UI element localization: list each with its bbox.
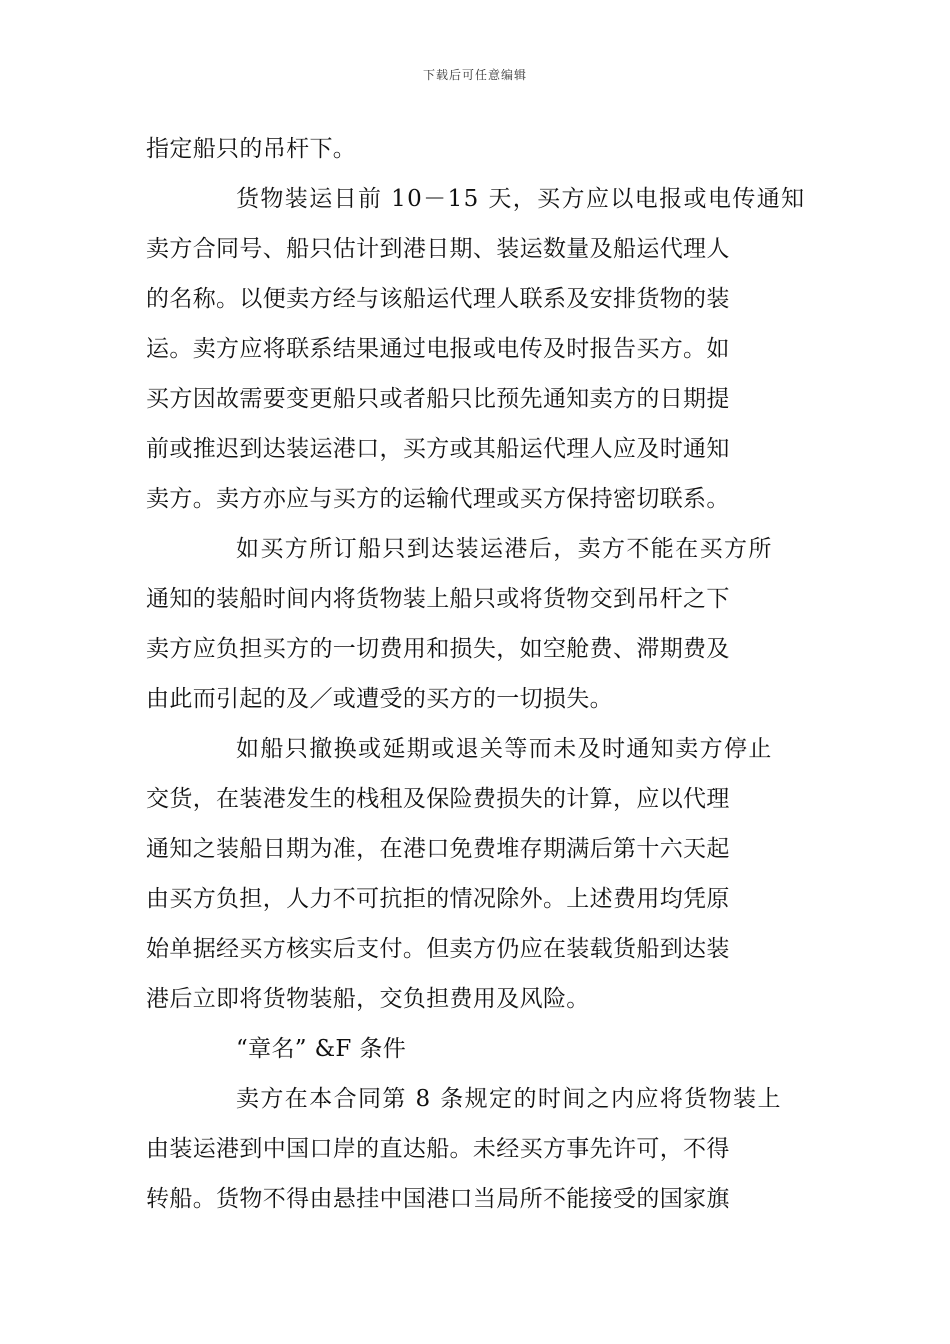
text-line: 通知的装船时间内将货物装上船只或将货物交到吊杆之下: [146, 586, 730, 612]
text-line: 转船。货物不得由悬挂中国港口当局所不能接受的国家旗: [146, 1186, 730, 1212]
text-line: 的名称。以便卖方经与该船运代理人联系及安排货物的装: [146, 286, 730, 312]
text-line: 交货，在装港发生的栈租及保险费损失的计算，应以代理: [146, 786, 730, 812]
text-line: 由装运港到中国口岸的直达船。未经买方事先许可，不得: [146, 1136, 730, 1162]
text-line: 通知之装船日期为准，在港口免费堆存期满后第十六天起: [146, 836, 730, 862]
text-line: 卖方合同号、船只估计到港日期、装运数量及船运代理人: [146, 236, 730, 262]
document-body: [146, 124, 810, 1224]
text-line: 如船只撤换或延期或退关等而未及时通知卖方停止: [236, 736, 773, 762]
text-line: 运。卖方应将联系结果通过电报或电传及时报告买方。如: [146, 336, 730, 362]
text-line: 如买方所订船只到达装运港后，卖方不能在买方所: [236, 536, 773, 562]
page-header-note: 下载后可任意编辑: [422, 68, 527, 82]
text-line: 由此而引起的及／或遭受的买方的一切损失。: [146, 686, 613, 712]
text-line: 卖方在本合同第 8 条规定的时间之内应将货物装上: [236, 1086, 782, 1112]
text-line: 卖方。卖方亦应与买方的运输代理或买方保持密切联系。: [146, 486, 730, 512]
text-line: 货物装运日前 10－15 天，买方应以电报或电传通知: [236, 186, 806, 212]
text-line: 指定船只的吊杆下。: [146, 136, 357, 162]
text-line: 始单据经买方核实后支付。但卖方仍应在装载货船到达装: [146, 936, 730, 962]
text-line: 买方因故需要变更船只或者船只比预先通知卖方的日期提: [146, 386, 730, 412]
text-line: 由买方负担，人力不可抗拒的情况除外。上述费用均凭原: [146, 886, 730, 912]
text-line: 卖方应负担买方的一切费用和损失，如空舱费、滞期费及: [146, 636, 730, 662]
text-line: 港后立即将货物装船，交负担费用及风险。: [146, 986, 590, 1012]
text-line: 前或推迟到达装运港口，买方或其船运代理人应及时通知: [146, 436, 730, 462]
section-heading: “章名” &F 条件: [236, 1036, 407, 1062]
